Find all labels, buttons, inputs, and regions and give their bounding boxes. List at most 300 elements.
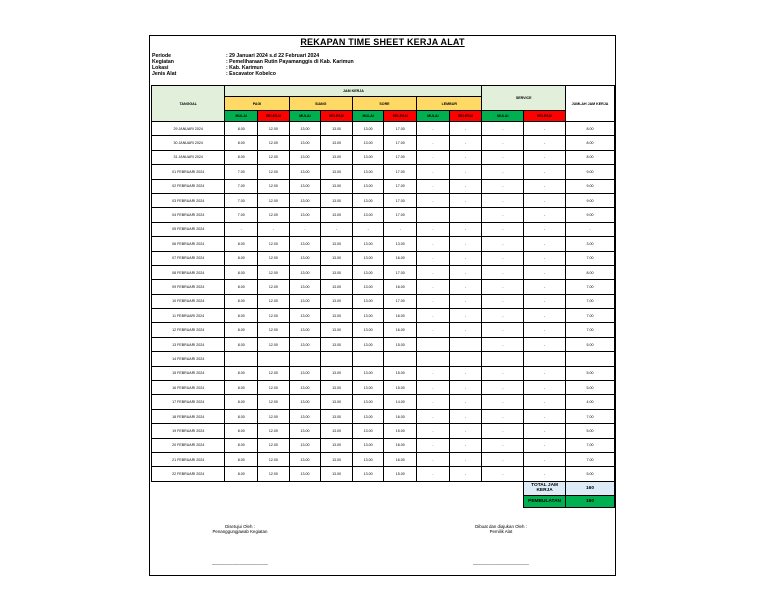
- row-cell: 12.00: [258, 381, 290, 395]
- row-cell: -: [417, 409, 450, 423]
- row-cell: -: [524, 150, 566, 164]
- row-cell: 13.00: [384, 237, 417, 251]
- row-cell: [258, 352, 290, 366]
- row-cell: -: [449, 424, 482, 438]
- row-cell: -: [449, 222, 482, 236]
- row-date: 08 FEBRUARI 2024: [152, 265, 225, 279]
- total-label: TOTAL JAM KERJA: [524, 481, 566, 495]
- row-date: 02 FEBRUARI 2024: [152, 179, 225, 193]
- row-cell: 8.00: [225, 424, 258, 438]
- row-cell: 12.00: [258, 438, 290, 452]
- row-cell: 13.00: [352, 237, 384, 251]
- row-cell: -: [482, 265, 524, 279]
- row-cell: [449, 337, 482, 351]
- row-cell: 13.00: [352, 452, 384, 466]
- row-cell: 13.00: [352, 294, 384, 308]
- row-date: 16 FEBRUARI 2024: [152, 381, 225, 395]
- row-cell: 13.00: [321, 251, 353, 265]
- row-total-hours: 7.00: [565, 280, 614, 294]
- row-cell: 16.00: [384, 409, 417, 423]
- row-cell: -: [449, 136, 482, 150]
- row-cell: 13.00: [352, 150, 384, 164]
- table-row: [152, 424, 615, 438]
- row-cell: -: [417, 122, 450, 136]
- table-row: [152, 409, 615, 423]
- header-tanggal: TANGGAL: [152, 86, 225, 122]
- header-service: SERVICE: [482, 86, 566, 111]
- row-cell: -: [482, 165, 524, 179]
- row-date: 21 FEBRUARI 2024: [152, 452, 225, 466]
- row-cell: -: [482, 381, 524, 395]
- table-row: [152, 381, 615, 395]
- row-cell: -: [482, 467, 524, 481]
- row-cell: [482, 352, 524, 366]
- row-cell: 13.00: [352, 424, 384, 438]
- row-cell: 16.00: [384, 323, 417, 337]
- row-cell: 13.00: [352, 409, 384, 423]
- row-cell: -: [449, 165, 482, 179]
- row-cell: 15.00: [384, 467, 417, 481]
- row-cell: 13.00: [321, 122, 353, 136]
- table-row: [152, 251, 615, 265]
- row-cell: [449, 208, 482, 222]
- row-cell: -: [524, 193, 566, 207]
- row-cell: 15.00: [384, 337, 417, 351]
- row-date: 06 FEBRUARI 2024: [152, 237, 225, 251]
- row-cell: -: [449, 179, 482, 193]
- row-cell: 13.00: [321, 467, 353, 481]
- row-cell: -: [449, 438, 482, 452]
- row-total-hours: 5.00: [565, 381, 614, 395]
- row-cell: -: [524, 467, 566, 481]
- row-date: 29 JANUARI 2024: [152, 122, 225, 136]
- row-cell: -: [524, 265, 566, 279]
- header-selesai: SELESAI: [449, 111, 482, 122]
- row-cell: -: [449, 381, 482, 395]
- row-cell: -: [524, 395, 566, 409]
- header-shift-sore: SORE: [352, 97, 416, 111]
- row-cell: 12.00: [258, 294, 290, 308]
- row-cell: -: [482, 294, 524, 308]
- row-total-hours: -: [565, 222, 614, 236]
- row-cell: -: [524, 323, 566, 337]
- info-key: Kegiatan: [152, 59, 174, 65]
- row-cell: -: [417, 222, 450, 236]
- rounding-value: 160: [565, 495, 614, 507]
- row-cell: 13.00: [321, 424, 353, 438]
- row-cell: 13.00: [321, 208, 353, 222]
- row-cell: 13.00: [321, 193, 353, 207]
- row-date: 11 FEBRUARI 2024: [152, 309, 225, 323]
- row-cell: 8.00: [225, 381, 258, 395]
- row-cell: 8.00: [225, 337, 258, 351]
- row-date: 20 FEBRUARI 2024: [152, 438, 225, 452]
- row-cell: 8.00: [225, 122, 258, 136]
- row-cell: -: [524, 424, 566, 438]
- row-total-hours: 9.00: [565, 208, 614, 222]
- row-cell: 8.00: [225, 136, 258, 150]
- row-total-hours: 9.00: [565, 179, 614, 193]
- row-cell: -: [524, 294, 566, 308]
- row-cell: 13.00: [352, 381, 384, 395]
- row-date: 09 FEBRUARI 2024: [152, 280, 225, 294]
- timesheet-table: [151, 85, 615, 508]
- row-cell: -: [449, 467, 482, 481]
- row-cell: -: [417, 165, 450, 179]
- table-row: [152, 309, 615, 323]
- row-cell: -: [482, 237, 524, 251]
- row-cell: 8.00: [225, 452, 258, 466]
- row-total-hours: 7.00: [565, 438, 614, 452]
- row-cell: 13.00: [321, 452, 353, 466]
- row-cell: -: [524, 165, 566, 179]
- row-total-hours: 8.00: [565, 150, 614, 164]
- row-cell: -: [524, 122, 566, 136]
- header-shift-pagi: PAGI: [225, 97, 289, 111]
- row-cell: 13.00: [352, 136, 384, 150]
- row-cell: -: [524, 366, 566, 380]
- row-cell: -: [417, 237, 450, 251]
- row-cell: -: [258, 222, 290, 236]
- row-cell: 13.00: [289, 438, 321, 452]
- header-shift-lembur: LEMBUR: [417, 97, 482, 111]
- table-row: [152, 366, 615, 380]
- row-date: 13 FEBRUARI 2024: [152, 337, 225, 351]
- row-cell: 17.00: [384, 122, 417, 136]
- row-cell: 13.00: [352, 122, 384, 136]
- row-cell: 13.00: [321, 395, 353, 409]
- row-cell: 17.00: [384, 179, 417, 193]
- row-cell: 13.00: [289, 280, 321, 294]
- row-cell: -: [352, 222, 384, 236]
- row-cell: 8.00: [225, 395, 258, 409]
- row-cell: 12.00: [258, 122, 290, 136]
- row-cell: 13.00: [321, 136, 353, 150]
- row-cell: 12.00: [258, 251, 290, 265]
- row-cell: 13.00: [289, 323, 321, 337]
- row-cell: 13.00: [321, 165, 353, 179]
- row-cell: -: [482, 208, 524, 222]
- header-mulai: MULAI: [225, 111, 258, 122]
- row-cell: -: [449, 193, 482, 207]
- row-cell: -: [482, 366, 524, 380]
- row-cell: -: [524, 337, 566, 351]
- row-cell: 8.00: [225, 323, 258, 337]
- row-date: 14 FEBRUARI 2024: [152, 352, 225, 366]
- row-cell: -: [449, 452, 482, 466]
- row-cell: 13.00: [352, 366, 384, 380]
- row-cell: 13.00: [289, 424, 321, 438]
- row-cell: 12.00: [258, 337, 290, 351]
- table-row: [152, 395, 615, 409]
- row-date: 01 FEBRUARI 2024: [152, 165, 225, 179]
- row-total-hours: 4.00: [565, 395, 614, 409]
- info-value: : Escavator Kobelco: [226, 71, 276, 77]
- row-cell: 8.00: [225, 309, 258, 323]
- row-cell: -: [417, 265, 450, 279]
- row-date: 18 FEBRUARI 2024: [152, 409, 225, 423]
- row-cell: 12.00: [258, 165, 290, 179]
- total-row: [152, 481, 615, 495]
- row-cell: -: [417, 381, 450, 395]
- row-date: 31 JANUARI 2024: [152, 150, 225, 164]
- row-cell: [417, 352, 450, 366]
- row-cell: -: [524, 179, 566, 193]
- row-cell: 13.00: [352, 265, 384, 279]
- row-date: 10 FEBRUARI 2024: [152, 294, 225, 308]
- row-cell: 13.00: [352, 323, 384, 337]
- row-cell: 13.00: [289, 395, 321, 409]
- row-cell: 16.00: [384, 452, 417, 466]
- time-sheet: [149, 35, 616, 576]
- row-cell: 13.00: [289, 208, 321, 222]
- row-cell: 13.00: [352, 208, 384, 222]
- row-cell: 8.00: [225, 438, 258, 452]
- row-cell: -: [524, 438, 566, 452]
- row-cell: -: [482, 193, 524, 207]
- row-date: 22 FEBRUARI 2024: [152, 467, 225, 481]
- row-cell: 17.00: [384, 136, 417, 150]
- row-date: 04 FEBRUARI 2024: [152, 208, 225, 222]
- table-row: [152, 237, 615, 251]
- row-cell: 12.00: [258, 452, 290, 466]
- row-cell: -: [482, 251, 524, 265]
- row-cell: 16.00: [384, 438, 417, 452]
- row-cell: 13.00: [352, 179, 384, 193]
- row-cell: 12.00: [258, 395, 290, 409]
- row-cell: 13.00: [321, 294, 353, 308]
- row-total-hours: 7.00: [565, 309, 614, 323]
- row-date: 19 FEBRUARI 2024: [152, 424, 225, 438]
- table-row: [152, 438, 615, 452]
- row-total-hours: 8.00: [565, 122, 614, 136]
- row-cell: -: [417, 251, 450, 265]
- row-cell: 13.00: [289, 309, 321, 323]
- row-cell: 12.00: [258, 409, 290, 423]
- row-cell: -: [524, 309, 566, 323]
- row-cell: -: [482, 337, 524, 351]
- row-date: 12 FEBRUARI 2024: [152, 323, 225, 337]
- row-cell: [417, 337, 450, 351]
- row-cell: -: [417, 424, 450, 438]
- row-cell: -: [524, 381, 566, 395]
- signature-left: [212, 524, 268, 565]
- row-cell: 17.00: [384, 294, 417, 308]
- row-cell: 16.00: [384, 280, 417, 294]
- row-cell: 13.00: [321, 381, 353, 395]
- row-cell: 8.00: [225, 294, 258, 308]
- row-cell: 13.00: [352, 251, 384, 265]
- row-cell: -: [524, 452, 566, 466]
- row-cell: -: [417, 294, 450, 308]
- row-cell: 13.00: [289, 294, 321, 308]
- row-cell: 13.00: [289, 251, 321, 265]
- table-row: [152, 165, 615, 179]
- rounding-row: [152, 495, 615, 507]
- row-cell: 12.00: [258, 179, 290, 193]
- row-cell: -: [482, 136, 524, 150]
- row-total-hours: 9.00: [565, 193, 614, 207]
- row-cell: 13.00: [321, 323, 353, 337]
- row-cell: 12.00: [258, 366, 290, 380]
- info-row-jenis-alat: [152, 71, 354, 77]
- row-cell: 13.00: [321, 237, 353, 251]
- row-cell: 8.00: [225, 150, 258, 164]
- row-total-hours: 5.00: [565, 424, 614, 438]
- row-cell: 7.00: [225, 208, 258, 222]
- row-cell: 12.00: [258, 237, 290, 251]
- table-row: [152, 352, 615, 366]
- row-cell: -: [524, 136, 566, 150]
- row-cell: -: [321, 222, 353, 236]
- sheet-title: REKAPAN TIME SHEET KERJA ALAT: [300, 37, 465, 47]
- table-row: [152, 323, 615, 337]
- info-value: : Kab. Karimun: [226, 65, 263, 71]
- row-date: 05 FEBRUARI 2024: [152, 222, 225, 236]
- row-cell: 17.00: [384, 208, 417, 222]
- row-cell: -: [482, 395, 524, 409]
- header-selesai: SELESAI: [524, 111, 566, 122]
- row-cell: -: [225, 222, 258, 236]
- row-cell: 13.00: [289, 409, 321, 423]
- row-cell: [524, 352, 566, 366]
- row-cell: -: [449, 122, 482, 136]
- row-cell: 12.00: [258, 424, 290, 438]
- row-cell: [321, 352, 353, 366]
- info-key: Jenis Alat: [152, 71, 177, 77]
- signature-left-caption: Disetujui Oleh :: [225, 524, 255, 529]
- row-cell: -: [482, 452, 524, 466]
- row-total-hours: 8.00: [565, 136, 614, 150]
- row-cell: 13.00: [321, 438, 353, 452]
- header-selesai: SELESAI: [321, 111, 353, 122]
- row-date: 15 FEBRUARI 2024: [152, 366, 225, 380]
- row-cell: -: [482, 438, 524, 452]
- row-date: 07 FEBRUARI 2024: [152, 251, 225, 265]
- row-cell: 8.00: [225, 409, 258, 423]
- row-cell: -: [417, 179, 450, 193]
- row-cell: -: [417, 150, 450, 164]
- signature-right-caption: Dibuat dan diajukan Oleh :: [475, 524, 527, 529]
- row-cell: 12.00: [258, 193, 290, 207]
- row-total-hours: 5.00: [565, 366, 614, 380]
- row-cell: 8.00: [225, 467, 258, 481]
- row-cell: 12.00: [258, 323, 290, 337]
- table-row: [152, 337, 615, 351]
- row-date: 03 FEBRUARI 2024: [152, 193, 225, 207]
- row-cell: 12.00: [258, 265, 290, 279]
- row-cell: 12.00: [258, 467, 290, 481]
- row-cell: 13.00: [352, 395, 384, 409]
- signature-right-name-line: ______________________: [473, 560, 529, 565]
- header-shift-siang: SIANG: [289, 97, 352, 111]
- header-selesai: SELESAI: [384, 111, 417, 122]
- row-cell: 15.00: [384, 381, 417, 395]
- table-row: [152, 179, 615, 193]
- row-cell: 13.00: [289, 193, 321, 207]
- row-cell: 13.00: [289, 467, 321, 481]
- row-cell: -: [417, 309, 450, 323]
- row-date: 17 FEBRUARI 2024: [152, 395, 225, 409]
- row-cell: -: [482, 179, 524, 193]
- row-cell: -: [417, 193, 450, 207]
- row-cell: 13.00: [321, 150, 353, 164]
- row-total-hours: 9.00: [565, 165, 614, 179]
- row-cell: -: [482, 122, 524, 136]
- row-total-hours: 7.00: [565, 251, 614, 265]
- row-cell: -: [449, 323, 482, 337]
- row-cell: 17.00: [384, 265, 417, 279]
- header-selesai: SELESAI: [258, 111, 290, 122]
- row-cell: 13.00: [352, 165, 384, 179]
- header-jam-kerja: JAM KERJA: [225, 86, 482, 97]
- row-cell: -: [449, 366, 482, 380]
- row-cell: -: [524, 251, 566, 265]
- header-mulai: MULAI: [417, 111, 450, 122]
- row-total-hours: 7.00: [565, 323, 614, 337]
- signature-left-role: Penanggungjawab Kegiatan: [212, 529, 268, 534]
- table-row: [152, 222, 615, 236]
- row-cell: 13.00: [352, 337, 384, 351]
- row-total-hours: 7.00: [565, 409, 614, 423]
- row-cell: 8.00: [225, 366, 258, 380]
- table-row: [152, 122, 615, 136]
- row-cell: 8.00: [225, 251, 258, 265]
- row-total-hours: 3.00: [565, 237, 614, 251]
- table-row: [152, 452, 615, 466]
- row-cell: 13.00: [352, 438, 384, 452]
- row-cell: -: [482, 424, 524, 438]
- row-cell: -: [417, 136, 450, 150]
- row-total-hours: 7.00: [565, 452, 614, 466]
- row-cell: 8.00: [225, 280, 258, 294]
- info-value: : 29 Januari 2024 s.d 22 Februari 2024: [226, 53, 320, 59]
- row-cell: -: [482, 222, 524, 236]
- row-cell: 8.00: [225, 237, 258, 251]
- rounding-label: PEMBULATAN: [524, 495, 566, 507]
- row-cell: -: [482, 150, 524, 164]
- row-total-hours: 5.00: [565, 337, 614, 351]
- row-cell: 7.00: [225, 193, 258, 207]
- row-cell: -: [417, 280, 450, 294]
- header-mulai: MULAI: [289, 111, 321, 122]
- row-cell: 13.00: [321, 337, 353, 351]
- info-value: : Pemeliharaan Rutin Payamanggis di Kab. Karimun: [226, 59, 354, 65]
- row-cell: -: [482, 409, 524, 423]
- info-key: Periode: [152, 53, 172, 59]
- row-cell: 13.00: [321, 179, 353, 193]
- row-cell: 17.00: [384, 150, 417, 164]
- sheet-info: [152, 53, 354, 77]
- table-row: [152, 136, 615, 150]
- row-cell: 14.00: [384, 395, 417, 409]
- row-cell: 15.00: [384, 424, 417, 438]
- signature-right: [473, 524, 529, 565]
- row-cell: 13.00: [321, 309, 353, 323]
- table-row: [152, 208, 615, 222]
- row-total-hours: 8.00: [565, 265, 614, 279]
- row-cell: 13.00: [289, 150, 321, 164]
- row-cell: 13.00: [321, 265, 353, 279]
- row-cell: [352, 352, 384, 366]
- row-cell: -: [417, 323, 450, 337]
- table-row: [152, 294, 615, 308]
- row-cell: -: [417, 395, 450, 409]
- row-cell: 13.00: [289, 136, 321, 150]
- row-cell: -: [417, 467, 450, 481]
- row-cell: -: [482, 309, 524, 323]
- signature-left-name-line: ______________________: [212, 560, 268, 565]
